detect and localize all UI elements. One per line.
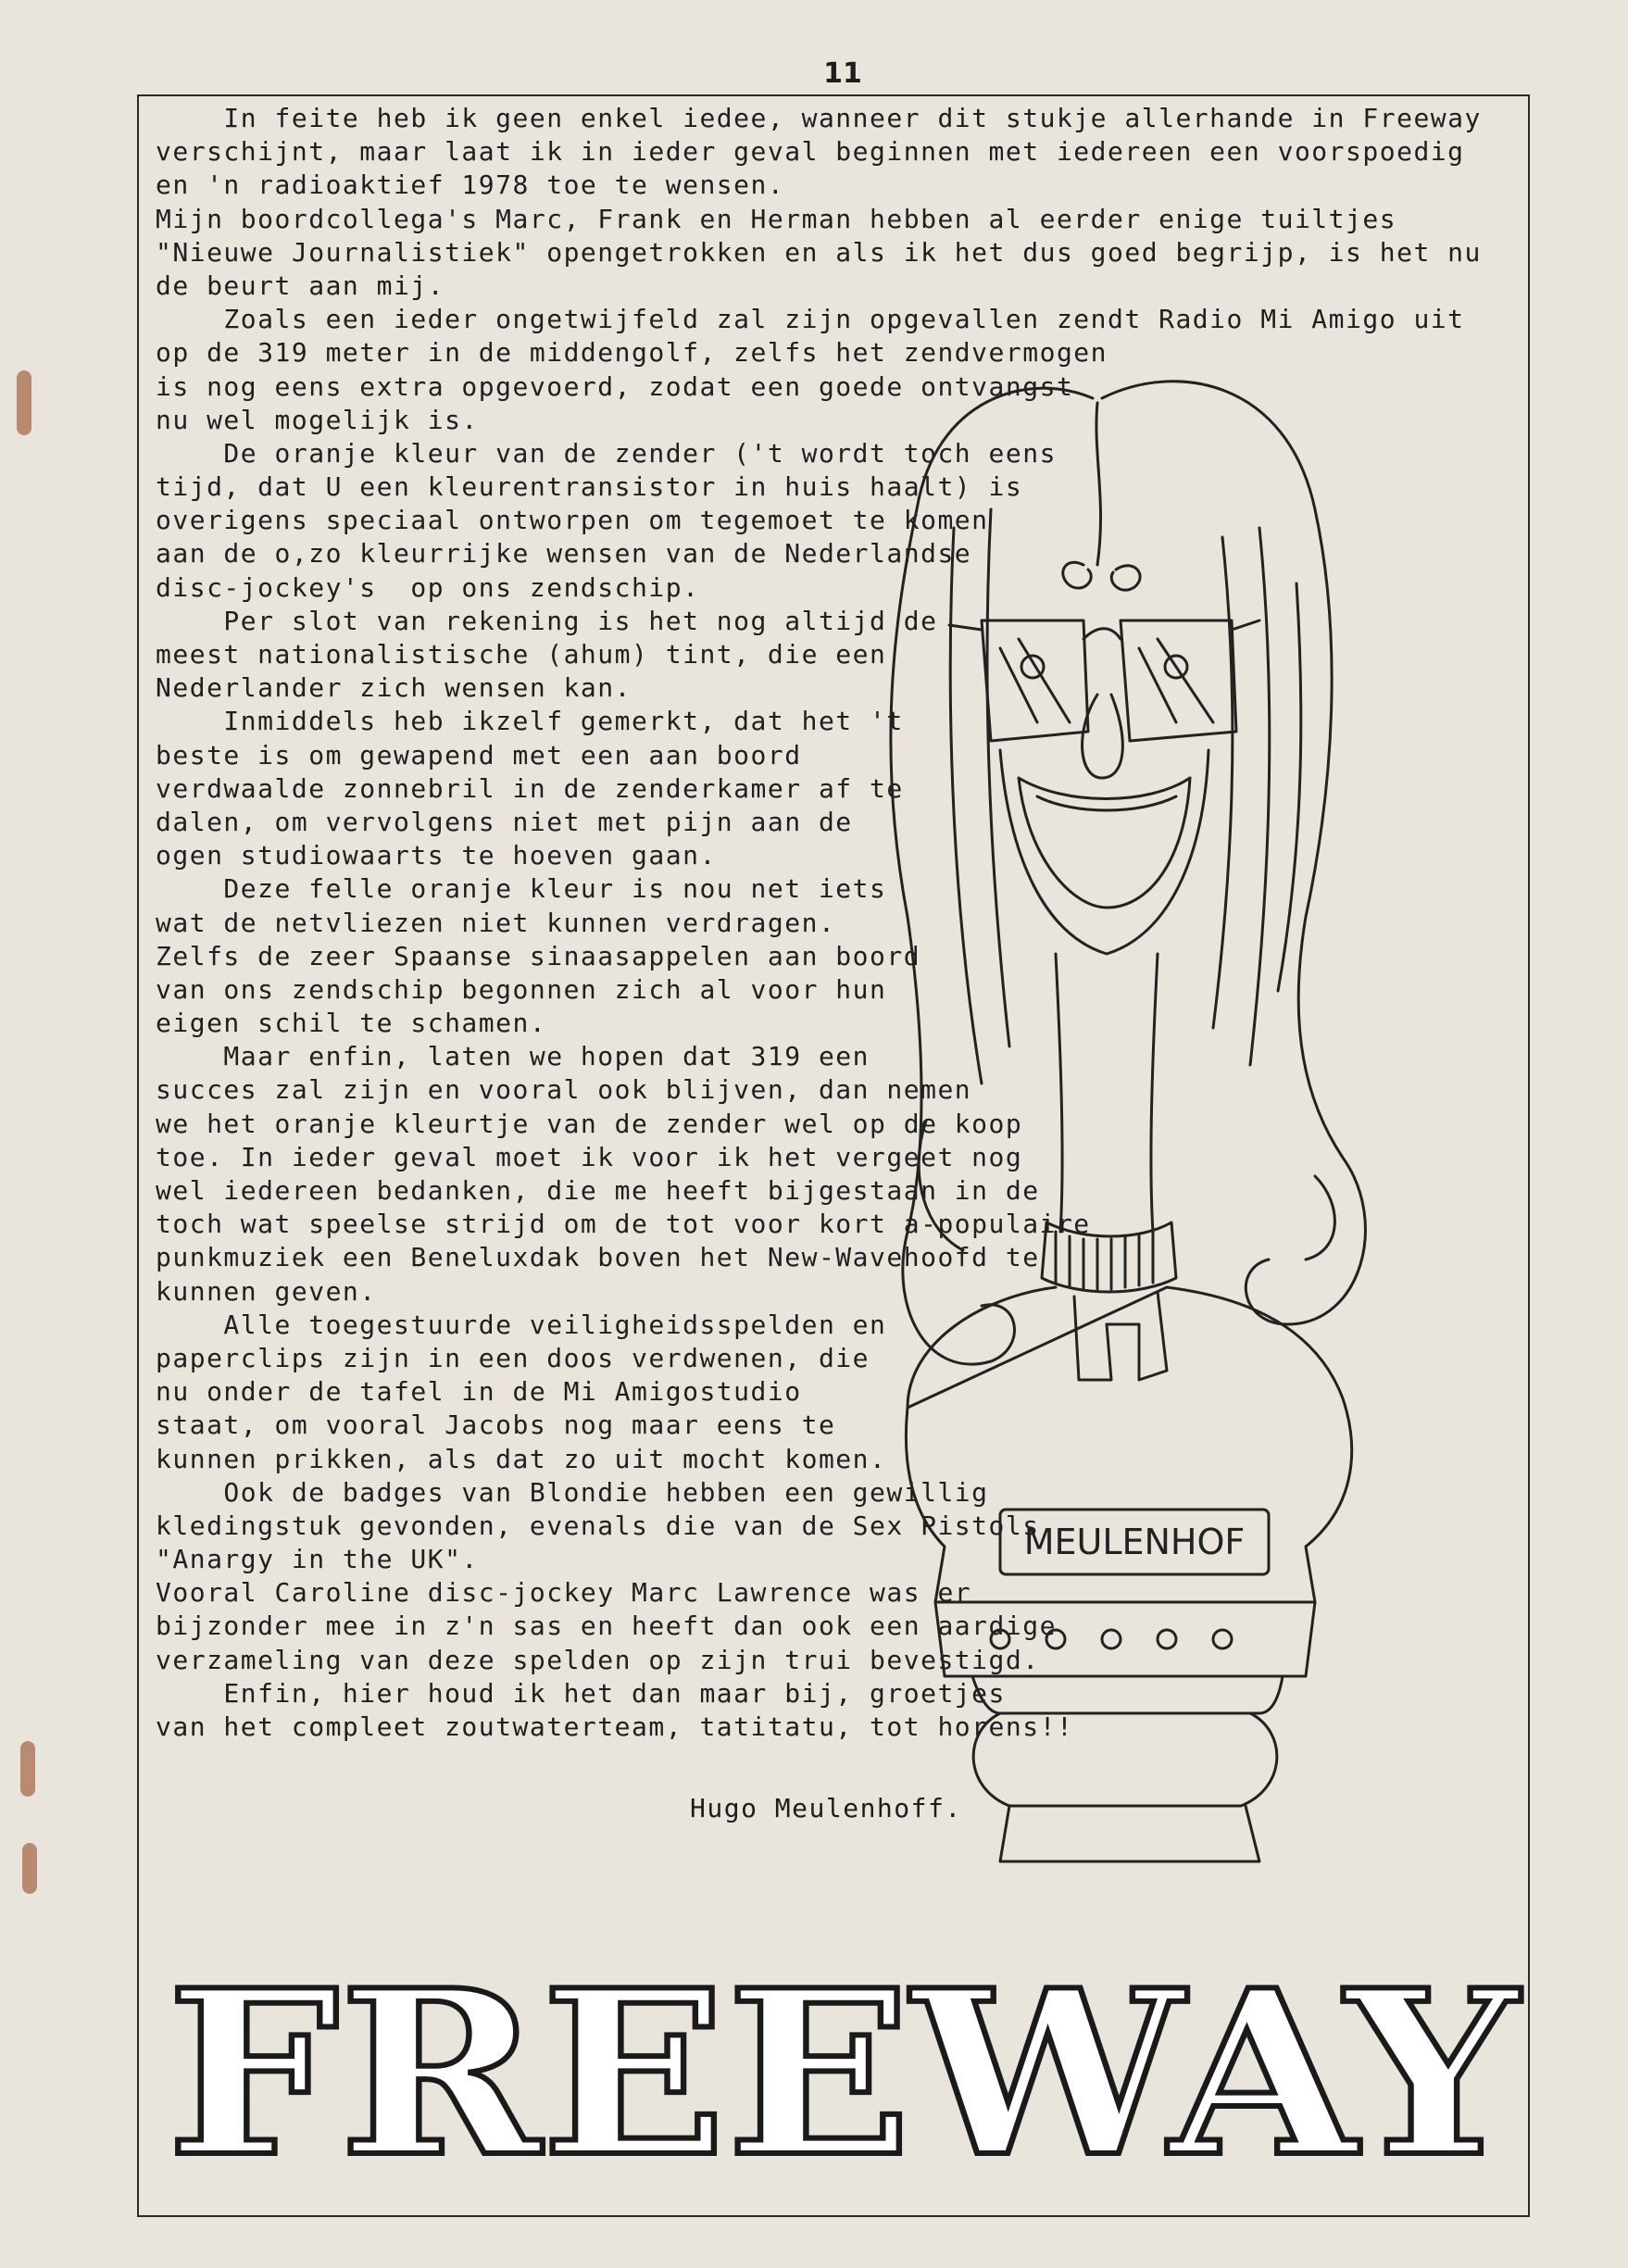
mouth-outline [1019, 778, 1190, 908]
glasses-outline [1121, 620, 1236, 741]
article-line: tijd, dat U een kleurentransistor in huis haalt) is [156, 471, 1023, 503]
article-line: nu onder de tafel in de Mi Amigostudio [156, 1376, 802, 1408]
article-line: De oranje kleur van de zender ('t wordt toch eens [156, 437, 1057, 469]
article-line: In feite heb ik geen enkel iedee, wanneer dit stukje allerhande in Freeway [156, 103, 1482, 133]
article-line: wel iedereen bedanken, die me heeft bijgestaan in de [156, 1175, 1040, 1206]
article-line: kunnen geven. [156, 1275, 377, 1307]
article-line: Zoals een ieder ongetwijfeld zal zijn opgevallen zendt Radio Mi Amigo uit [156, 304, 1465, 335]
article-line: Maar enfin, laten we hopen dat 319 een [156, 1041, 870, 1072]
article-line: Deze felle oranje kleur is nou net iets [156, 873, 887, 905]
article-line: toe. In ieder geval moet ik voor ik het vergeet nog [156, 1141, 1023, 1172]
article-line: kledingstuk gevonden, evenals die van de Sex Pistols [156, 1510, 1040, 1541]
page-number: 11 [823, 57, 862, 90]
article-line: "Anargy in the UK". [156, 1544, 479, 1575]
article-line: en 'n radioaktief 1978 toe te wensen. [156, 169, 785, 201]
article-line: beste is om gewapend met een aan boord [156, 739, 802, 771]
article-line: van ons zendschip begonnen zich al voor hun [156, 973, 887, 1005]
caricature-bust-illustration [870, 343, 1389, 1898]
article-line: Zelfs de zeer Spaanse sinaasappelen aan boord [156, 940, 921, 971]
article-line: de beurt aan mij. [156, 269, 445, 301]
plaque-text: MEULENHOF [1023, 1522, 1246, 1562]
article-line: aan de o,zo kleurrijke wensen van de Nederlandse [156, 538, 972, 570]
article-line: toch wat speelse strijd om de tot voor kort a-populaire [156, 1209, 1091, 1240]
article-line: Per slot van rekening is het nog altijd de [156, 605, 938, 636]
article-line: op de 319 meter in de middengolf, zelfs het zendvermogen [156, 337, 1108, 369]
article-line: wat de netvliezen niet kunnen verdragen. [156, 907, 836, 938]
article-line: we het oranje kleurtje van de zender wel op de koop [156, 1108, 1023, 1139]
article-line: dalen, om vervolgens niet met pijn aan de [156, 806, 853, 837]
article-line: meest nationalistische (ahum) tint, die een [156, 639, 887, 670]
glasses-outline [982, 620, 1088, 741]
binding-staple-mark [22, 1843, 37, 1894]
article-line: punkmuziek een Beneluxdak boven het New-Wavehoofd te [156, 1242, 1040, 1273]
article-line: overigens speciaal ontworpen om tegemoet te komen [156, 505, 989, 536]
article-line: verdwaalde zonnebril in de zenderkamer af te [156, 772, 904, 804]
article-line: "Nieuwe Journalistiek" opengetrokken en als ik het dus goed begrijp, is het nu [156, 236, 1482, 268]
freeway-title: FREEWAY [167, 1945, 1522, 2195]
article-line: kunnen prikken, als dat zo uit mocht komen. [156, 1443, 887, 1474]
article-line: nu wel mogelijk is. [156, 404, 479, 435]
article-line: verschijnt, maar laat ik in ieder geval beginnen met iedereen een voorspoedig [156, 136, 1465, 168]
article-line: paperclips zijn in een doos verdwenen, die [156, 1342, 870, 1373]
article-signature: Hugo Meulenhoff. [690, 1793, 962, 1823]
article-line: bijzonder mee in z'n sas en heeft dan ook een aardige [156, 1610, 1057, 1642]
article-line: eigen schil te schamen. [156, 1008, 547, 1039]
article-line: disc-jockey's op ons zendschip. [156, 571, 700, 603]
binding-staple-mark [17, 370, 31, 435]
article-line: Inmiddels heb ikzelf gemerkt, dat het 't [156, 706, 904, 737]
article-line: succes zal zijn en vooral ook blijven, dan nemen [156, 1074, 972, 1106]
article-line: Ook de badges van Blondie hebben een gewillig [156, 1476, 989, 1508]
article-line: Mijn boordcollega's Marc, Frank en Herman hebben al eerder enige tuiltjes [156, 203, 1397, 234]
article-line: is nog eens extra opgevoerd, zodat een goede ontvangst [156, 370, 1074, 402]
article-line: verzameling van deze spelden op zijn trui bevestigd. [156, 1644, 1040, 1675]
article-line: Alle toegestuurde veiligheidsspelden en [156, 1309, 887, 1340]
article-line: Enfin, hier houd ik het dan maar bij, groetjes [156, 1677, 1006, 1709]
article-line: ogen studiowaarts te hoeven gaan. [156, 840, 717, 871]
article-line: van het compleet zoutwaterteam, tatitatu, tot horens!! [156, 1711, 1074, 1742]
hair-outline [1102, 382, 1365, 1324]
article-line: Nederlander zich wensen kan. [156, 672, 632, 704]
article-line: Vooral Caroline disc-jockey Marc Lawrence was er [156, 1577, 972, 1609]
article-line: staat, om vooral Jacobs nog maar eens te [156, 1410, 836, 1441]
freeway-banner [156, 1945, 1530, 2195]
binding-staple-mark [20, 1741, 35, 1797]
